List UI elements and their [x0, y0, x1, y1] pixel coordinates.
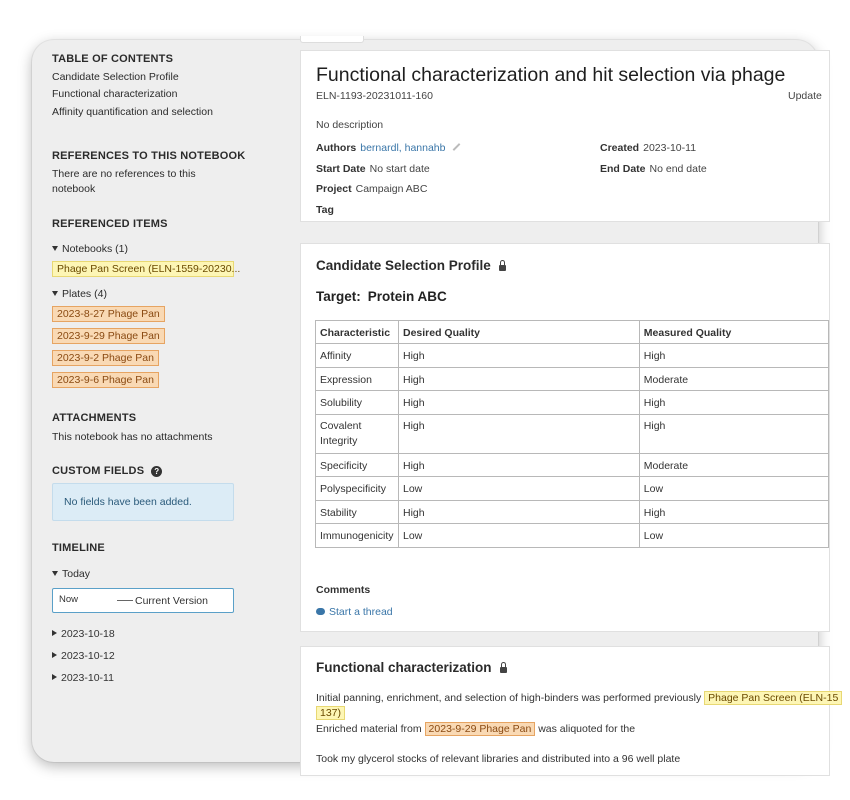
- end-date-label: End Date: [600, 163, 646, 175]
- section-title-text: Functional characterization: [316, 660, 492, 675]
- table-row: [316, 524, 829, 548]
- end-date-row: [600, 163, 707, 175]
- table-cell[interactable]: Low: [398, 477, 639, 501]
- target-label: Target:: [316, 289, 361, 304]
- timeline-date-label: 2023-10-11: [61, 672, 114, 684]
- start-date-row: [316, 163, 430, 175]
- caret-down-icon: [52, 571, 58, 576]
- table-row: [316, 500, 829, 524]
- table-row: [316, 367, 829, 391]
- timeline-current-version[interactable]: [52, 588, 234, 613]
- start-date-label: Start Date: [316, 163, 366, 175]
- app-window: [32, 40, 839, 765]
- toc-item-functional-characterization[interactable]: Functional characterization: [52, 88, 178, 100]
- references-title: REFERENCES TO THIS NOTEBOOK: [52, 150, 246, 162]
- table-cell[interactable]: High: [398, 367, 639, 391]
- custom-fields-empty: No fields have been added.: [52, 483, 234, 521]
- caret-right-icon: [52, 652, 57, 658]
- table-cell: Immunogenicity: [316, 524, 399, 548]
- table-cell[interactable]: High: [398, 414, 639, 453]
- project-label: Project: [316, 183, 352, 195]
- attachments-text: This notebook has no attachments: [52, 431, 213, 443]
- paragraph-text: was aliquoted for the: [538, 723, 636, 735]
- table-cell[interactable]: High: [398, 391, 639, 415]
- plate-chip[interactable]: 2023-9-2 Phage Pan: [52, 350, 159, 366]
- table-cell: Expression: [316, 367, 399, 391]
- toc-title: TABLE OF CONTENTS: [52, 53, 174, 65]
- description: No description: [316, 119, 384, 131]
- section-title-text: Candidate Selection Profile: [316, 258, 491, 273]
- plates-toggle[interactable]: [52, 287, 107, 302]
- table-header: Characteristic: [316, 321, 399, 344]
- timeline-connector: [117, 600, 133, 601]
- table-row: [316, 414, 829, 453]
- tab-stub[interactable]: [300, 36, 364, 43]
- notebooks-toggle[interactable]: [52, 242, 128, 257]
- notebook-title: Functional characterization and hit selection via phage: [316, 64, 786, 86]
- paragraph-text: Initial panning, enrichment, and selection of high-binders was performed previously: [316, 692, 702, 704]
- start-date-value[interactable]: No start date: [369, 163, 430, 175]
- now-label: Now: [59, 594, 79, 605]
- lock-icon: [500, 667, 507, 673]
- lock-icon: [499, 265, 506, 271]
- caret-down-icon: [52, 246, 58, 251]
- target-value: Protein ABC: [367, 289, 447, 304]
- tag-label: Tag: [316, 204, 334, 216]
- table-header-row: [316, 321, 829, 344]
- timeline-date[interactable]: [52, 672, 114, 684]
- plate-chip[interactable]: 2023-8-27 Phage Pan: [52, 306, 165, 322]
- table-cell: Covalent Integrity: [316, 414, 399, 453]
- authors-row: [316, 142, 461, 154]
- plate-chip[interactable]: 2023-9-6 Phage Pan: [52, 372, 159, 388]
- caret-down-icon: [52, 291, 58, 296]
- attachments-title: ATTACHMENTS: [52, 412, 137, 424]
- updated-label: Update: [788, 90, 822, 102]
- functional-characterization-title: [316, 660, 507, 675]
- references-text-line2: notebook: [52, 183, 96, 195]
- created-value: 2023-10-11: [643, 142, 697, 154]
- table-cell[interactable]: High: [639, 391, 828, 415]
- table-cell[interactable]: Low: [398, 524, 639, 548]
- candidate-selection-card: [300, 243, 830, 632]
- table-cell: Solubility: [316, 391, 399, 415]
- references-text-line1: There are no references to this: [52, 168, 196, 180]
- referenced-items-title: REFERENCED ITEMS: [52, 218, 168, 230]
- quality-table: [315, 320, 829, 548]
- notebooks-count: (1): [115, 243, 128, 255]
- paragraph-text: Enriched material from: [316, 723, 422, 735]
- chat-icon: [316, 608, 325, 615]
- paragraph-1: [316, 692, 842, 704]
- table-cell: Stability: [316, 500, 399, 524]
- table-header: Measured Quality: [639, 321, 828, 344]
- table-cell[interactable]: High: [639, 414, 828, 453]
- toc-item-affinity-quantification[interactable]: Affinity quantification and selection: [52, 106, 213, 118]
- timeline-date[interactable]: [52, 628, 115, 640]
- toc-item-candidate-selection[interactable]: Candidate Selection Profile: [52, 71, 179, 83]
- plate-chip[interactable]: 2023-9-29 Phage Pan: [52, 328, 165, 344]
- table-cell[interactable]: Moderate: [639, 367, 828, 391]
- table-cell: Affinity: [316, 344, 399, 368]
- authors-link[interactable]: bernardl, hannahb: [360, 142, 446, 154]
- plates-label: Plates: [62, 288, 92, 300]
- plate-chip[interactable]: 2023-9-29 Phage Pan: [425, 722, 536, 736]
- authors-label: Authors: [316, 142, 357, 154]
- current-version-label: Current Version: [135, 595, 208, 607]
- start-thread-label: Start a thread: [329, 606, 393, 618]
- table-cell[interactable]: High: [398, 500, 639, 524]
- start-thread-link[interactable]: [316, 606, 393, 618]
- table-row: [316, 453, 829, 477]
- plates-count: (4): [94, 288, 107, 300]
- project-value[interactable]: Campaign ABC: [355, 183, 428, 195]
- sidebar: [52, 40, 292, 762]
- custom-fields-label: CUSTOM FIELDS: [52, 465, 145, 477]
- created-label: Created: [600, 142, 640, 154]
- paragraph-2: [316, 723, 635, 735]
- project-row: [316, 183, 427, 195]
- timeline-date-label: 2023-10-12: [61, 650, 115, 662]
- table-header: Desired Quality: [398, 321, 639, 344]
- table-cell[interactable]: Moderate: [639, 453, 828, 477]
- table-cell[interactable]: High: [639, 500, 828, 524]
- help-icon[interactable]: ?: [151, 466, 162, 477]
- end-date-value[interactable]: No end date: [649, 163, 707, 175]
- notebook-header-card: [300, 50, 830, 222]
- comments-label: Comments: [316, 584, 371, 596]
- notebook-reference-chip[interactable]: 137): [316, 706, 345, 720]
- table-cell[interactable]: High: [398, 453, 639, 477]
- table-cell[interactable]: High: [639, 344, 828, 368]
- caret-right-icon: [52, 630, 57, 636]
- candidate-selection-title: [316, 258, 506, 273]
- eln-id: ELN-1193-20231011-160: [316, 90, 433, 102]
- table-cell: Specificity: [316, 453, 399, 477]
- notebook-reference-chip[interactable]: Phage Pan Screen (ELN-15: [704, 691, 842, 705]
- timeline-date-label: 2023-10-18: [61, 628, 115, 640]
- timeline-date[interactable]: [52, 650, 115, 662]
- table-row: [316, 477, 829, 501]
- table-row: [316, 391, 829, 415]
- paragraph-3: Took my glycerol stocks of relevant libraries and distributed into a 96 well plate: [316, 753, 681, 765]
- table-cell[interactable]: Low: [639, 477, 828, 501]
- notebook-reference-chip[interactable]: Phage Pan Screen (ELN-1559-20230...: [52, 261, 234, 277]
- table-cell: Polyspecificity: [316, 477, 399, 501]
- target-line: [316, 289, 447, 304]
- timeline-title: TIMELINE: [52, 542, 105, 554]
- tag-row[interactable]: [316, 204, 338, 216]
- timeline-today-toggle[interactable]: [52, 567, 90, 582]
- paragraph-1-continued: [316, 707, 345, 719]
- created-row: [600, 142, 696, 154]
- custom-fields-title: [52, 465, 162, 477]
- table-row: [316, 344, 829, 368]
- table-cell[interactable]: Low: [639, 524, 828, 548]
- today-label: Today: [62, 568, 91, 580]
- functional-characterization-card: [300, 646, 839, 776]
- notebooks-label: Notebooks: [62, 243, 113, 255]
- table-cell[interactable]: High: [398, 344, 639, 368]
- caret-right-icon: [52, 674, 57, 680]
- pencil-icon[interactable]: [452, 143, 460, 151]
